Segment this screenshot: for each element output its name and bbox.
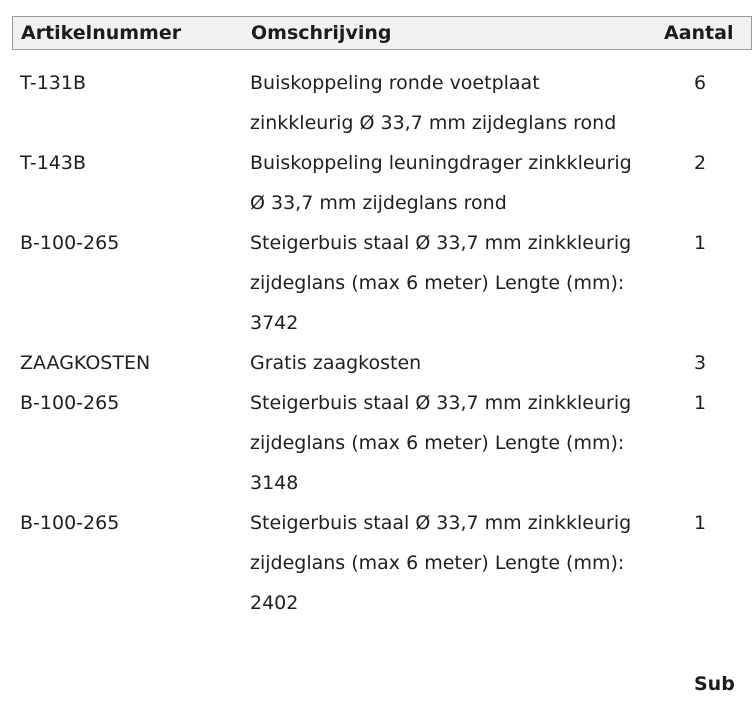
description-line: zinkkleurig Ø 33,7 mm zijdeglans rond bbox=[250, 112, 617, 134]
table-header bbox=[12, 16, 752, 50]
table-row bbox=[0, 343, 727, 383]
article-number-cell: B-100-265 bbox=[20, 512, 120, 534]
description-line: zijdeglans (max 6 meter) Lengte (mm): bbox=[250, 552, 625, 574]
quantity-cell: 1 bbox=[694, 232, 707, 254]
description-line: Buiskoppeling ronde voetplaat bbox=[250, 72, 540, 94]
description-line: 3742 bbox=[250, 312, 299, 334]
quantity-cell: 1 bbox=[694, 512, 707, 534]
description-cell bbox=[250, 63, 650, 143]
description-cell bbox=[250, 383, 650, 503]
quantity-cell: 2 bbox=[694, 152, 707, 174]
quantity-cell: 1 bbox=[694, 392, 707, 414]
description-line: Gratis zaagkosten bbox=[250, 352, 422, 374]
description-cell bbox=[250, 503, 650, 623]
table-row bbox=[0, 143, 727, 223]
description-line: Buiskoppeling leuningdrager zinkkleurig bbox=[250, 152, 632, 174]
table-body bbox=[0, 63, 727, 623]
description-line: Ø 33,7 mm zijdeglans rond bbox=[250, 192, 507, 214]
description-cell bbox=[250, 223, 650, 343]
article-number-cell: B-100-265 bbox=[20, 392, 120, 414]
description-line: 2402 bbox=[250, 592, 299, 614]
description-line: 3148 bbox=[250, 472, 299, 494]
description-line: Steigerbuis staal Ø 33,7 mm zinkkleurig bbox=[250, 512, 632, 534]
article-number-cell: ZAAGKOSTEN bbox=[20, 352, 151, 374]
description-line: Steigerbuis staal Ø 33,7 mm zinkkleurig bbox=[250, 232, 632, 254]
description-line: zijdeglans (max 6 meter) Lengte (mm): bbox=[250, 432, 625, 454]
article-number-cell: B-100-265 bbox=[20, 232, 120, 254]
header-description: Omschrijving bbox=[251, 22, 392, 44]
description-line: zijdeglans (max 6 meter) Lengte (mm): bbox=[250, 272, 625, 294]
table-row bbox=[0, 63, 727, 143]
header-quantity: Aantal bbox=[664, 22, 734, 44]
table-row bbox=[0, 383, 727, 503]
description-line: Steigerbuis staal Ø 33,7 mm zinkkleurig bbox=[250, 392, 632, 414]
description-cell bbox=[250, 343, 650, 383]
quantity-cell: 6 bbox=[694, 72, 707, 94]
quantity-cell: 3 bbox=[694, 352, 707, 374]
table-row bbox=[0, 223, 727, 343]
article-number-cell: T-131B bbox=[20, 72, 87, 94]
subtotal-label: Sub bbox=[694, 673, 735, 695]
table-row bbox=[0, 503, 727, 623]
description-cell bbox=[250, 143, 650, 223]
article-number-cell: T-143B bbox=[20, 152, 87, 174]
header-article-number: Artikelnummer bbox=[21, 22, 182, 44]
